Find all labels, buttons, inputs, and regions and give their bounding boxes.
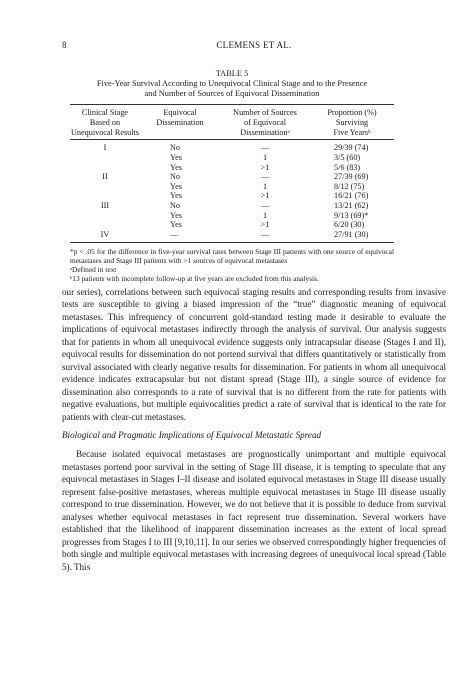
- cell-stage: III: [100, 200, 110, 210]
- cell-equivocal: Yes: [170, 220, 182, 230]
- table-bottom-rule: [70, 242, 394, 243]
- cell-surviving: 8/12 (75): [334, 181, 365, 191]
- header-proportion-surviving: [310, 108, 394, 137]
- cell-equivocal: Yes: [170, 152, 182, 162]
- table-caption-line-2: and Number of Sources of Equivocal Dissemination: [144, 89, 320, 98]
- cell-equivocal: Yes: [170, 181, 182, 191]
- header-text: Clinical Stage: [81, 108, 129, 117]
- table-body: [70, 140, 394, 239]
- cell-stage: [70, 153, 140, 163]
- body-text: [62, 286, 446, 573]
- section-heading: Biological and Pragmatic Implications of Equivocal Metastatic Spread: [62, 429, 322, 440]
- table-5: [70, 69, 394, 283]
- header-number-of-sources: [220, 108, 310, 137]
- paragraph: Because isolated equivocal metastases are prognostically unimportant and multiple equivocal metastases portend poor survival in the setting of Stage III disease, it is tempting to speculate that any equivocal metastases in Stages I–II disease and isolated equivocal metastases in Stage III disease usually represent false-positive metastases, whereas multiple equivocal metastases in Stage III disease usually correspond to true dissemination. However, we do not believe that it is possible to deduce from survival analyses whether equivocal metastases in fact represent true dissemination. Several workers have established that the likelihood of inapparent dissemination increases as the extent of local spread progresses from Stages I to III [9,10,11]. In our series we observed correspondingly higher frequencies of both single and multiple equivocal metastases with increasing degrees of unequivocal local spread (Table 5). This: [62, 449, 447, 572]
- running-head: CLEMENS ET AL.: [216, 40, 292, 50]
- page-number: 8: [62, 40, 67, 50]
- table-row: [70, 211, 394, 221]
- table-footnotes: [70, 247, 394, 283]
- cell-stage: [70, 163, 140, 173]
- table-row: [70, 201, 394, 211]
- cell-surviving: 29/39 (74): [334, 143, 369, 153]
- cell-surviving: 27/39 (69): [334, 172, 369, 182]
- cell-sources: 1: [262, 152, 268, 162]
- cell-sources: 1: [262, 210, 268, 220]
- table-row: [70, 143, 394, 153]
- header-text: Number of Sources: [233, 108, 297, 117]
- table-caption-line-1: Five-Year Survival According to Unequivocal Clinical Stage and to the Presence: [96, 79, 368, 88]
- cell-stage: I: [103, 143, 107, 153]
- header-text: Dissemination: [156, 117, 204, 127]
- cell-surviving: 27/91 (30): [334, 229, 369, 239]
- cell-surviving: 6/20 (30): [334, 220, 365, 230]
- cell-sources: —: [260, 143, 270, 153]
- cell-sources: —: [260, 172, 270, 182]
- cell-stage: [70, 191, 140, 201]
- table-row: [70, 172, 394, 182]
- paragraph-continued: our series), correlations between such equivocal staging results and corresponding results from invasive tests are susceptible to giving a biased impression of the “true” diagnostic meaning of equivocal metastases. This infrequency of concurrent gold-standard testing made it desirable to evaluate the implications of equivocal metastases indirectly through the analysis of survival. Our analysis suggests that for patients in whom all unequivocal evidence suggests only intracapsular disease (Stages I and II), equivocal results for dissemination do not portend survival that differs quantitatively or statistically from survival associated with clearly negative results for dissemination. For patients in whom all unequivocal evidence indicates extracapsular but not distant spread (Stage III), a single source of evidence for dissemination also corresponds to a rate of survival that is no different from the rate for patients with negative evaluations, but multiple equivocalities predict a rate of survival that is identical to the rate for patients with clear-cut metastases.: [62, 287, 446, 422]
- cell-surviving: 5/6 (83): [334, 162, 361, 172]
- cell-sources: >1: [260, 220, 270, 230]
- cell-stage: IV: [100, 229, 110, 239]
- header-text: Surviving: [335, 117, 369, 127]
- cell-stage: [70, 182, 140, 192]
- cell-equivocal: No: [170, 143, 181, 153]
- cell-equivocal: Yes: [170, 162, 182, 172]
- header-text: Disseminationᵃ: [240, 127, 290, 137]
- header-text: Proportion (%): [327, 108, 377, 117]
- header-text: Unequivocal Results: [71, 127, 139, 137]
- header-text: of Equivocal: [243, 117, 287, 127]
- cell-equivocal: No: [170, 200, 181, 210]
- table-row: [70, 163, 394, 173]
- cell-surviving: 13/21 (62): [334, 200, 369, 210]
- page-header: [62, 40, 446, 52]
- cell-surviving: 16/21 (76): [334, 191, 369, 201]
- cell-equivocal: Yes: [170, 210, 182, 220]
- header-clinical-stage: [70, 108, 140, 137]
- header-text: Based on: [89, 117, 121, 127]
- cell-surviving: 9/13 (69)*: [334, 210, 369, 220]
- table-row: [70, 182, 394, 192]
- cell-surviving: 3/5 (60): [334, 152, 361, 162]
- cell-sources: >1: [260, 191, 270, 201]
- cell-sources: >1: [260, 162, 270, 172]
- cell-stage: [70, 220, 140, 230]
- table-row: [70, 220, 394, 230]
- footnote-a: ᵃDefined in text: [70, 265, 117, 275]
- table-row: [70, 191, 394, 201]
- cell-sources: 1: [262, 181, 268, 191]
- footnote-significance: *p < .05 for the difference in five-year survival rates between Stage III patients with one source of equivocal metastases and Stage III patients with >1 sources of equivocal metastases: [70, 247, 394, 266]
- cell-sources: —: [260, 200, 270, 210]
- cell-sources: —: [260, 229, 270, 239]
- cell-stage: II: [102, 172, 108, 182]
- table-row: [70, 153, 394, 163]
- table-header: [70, 105, 394, 137]
- cell-stage: [70, 211, 140, 221]
- table-row: [70, 230, 394, 240]
- header-equivocal-dissemination: [140, 108, 220, 137]
- table-title: TABLE 5: [215, 69, 249, 78]
- cell-equivocal: Yes: [170, 191, 182, 201]
- header-text: Equivocal: [163, 108, 197, 117]
- cell-equivocal: —: [170, 229, 179, 239]
- header-text: Five Yearsᵇ: [333, 127, 371, 137]
- cell-equivocal: No: [170, 172, 181, 182]
- footnote-b: ᵇ13 patients with incomplete follow-up at five years are excluded from this analysis.: [70, 274, 319, 284]
